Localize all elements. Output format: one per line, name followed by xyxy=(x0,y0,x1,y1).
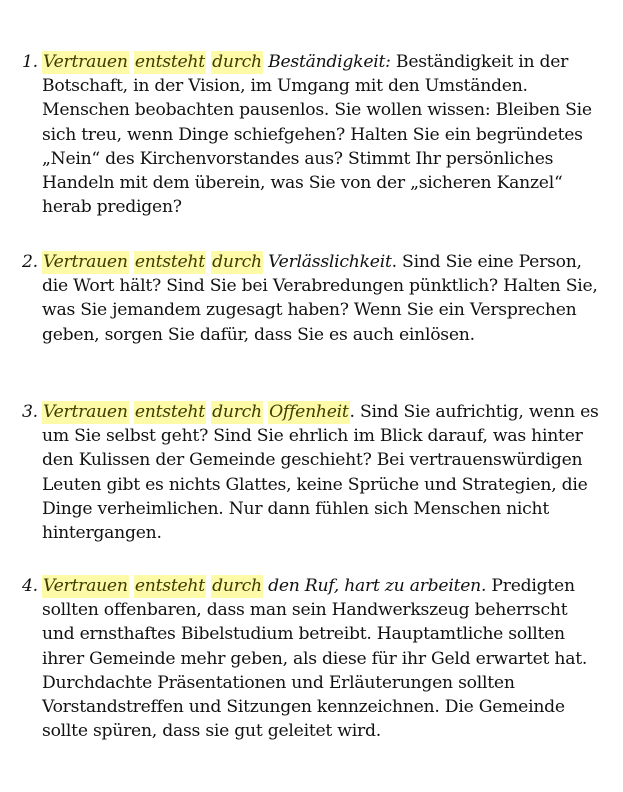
list-item xyxy=(22,574,602,743)
highlighted-word: entsteht xyxy=(134,52,205,72)
item-text: Predigten sollten offenbaren, dass man sein Handwerkszeug beherrscht und ernsthaftes Bibelstudium betreibt. Hauptamtliche sollten ihrer Gemeinde mehr geben, als diese für ihr Geld erwartet hat. Durchdachte Präsentationen und Erläuterungen sollten Vorstandstreffen und Sitzungen kennzeichnen. Die Gemeinde sollte spüren, dass sie gut geleitet wird. xyxy=(42,576,588,742)
highlighted-word: durch xyxy=(212,576,262,596)
highlighted-word: durch xyxy=(212,52,262,72)
item-text: Beständigkeit in der Botschaft, in der Vision, im Umgang mit den Umständen. Menschen beobachten pausenlos. Sie wollen wissen: Bleiben Sie sich treu, wenn Dinge schiefgehen? Halten Sie ein begründetes „Nein“ des Kirchenvorstandes aus? Stimmt Ihr persönliches Handeln mit dem überein, was Sie von der „sicheren Kanzel“ herab predigen? xyxy=(42,52,592,218)
highlighted-word: durch xyxy=(212,402,262,422)
item-lead-suffix: . xyxy=(349,402,355,422)
highlighted-word: entsteht xyxy=(134,576,205,596)
list-item xyxy=(22,400,602,545)
highlighted-word: entsteht xyxy=(134,252,205,272)
item-text: Sind Sie aufrichtig, wenn es um Sie selbst geht? Sind Sie ehrlich im Blick darauf, was hinter den Kulissen der Gemeinde geschieht? Bei vertrauenswürdigen Leuten gibt es nichts Glattes, keine Sprüche und Strategien, die Dinge verheimlichen. Nur dann fühlen sich Menschen nicht hintergangen. xyxy=(42,402,599,544)
item-lead-italic: Verlässlichkeit xyxy=(268,252,392,272)
item-body xyxy=(42,250,602,347)
item-number: 2. xyxy=(22,252,38,272)
item-text: Sind Sie eine Person, die Wort hält? Sind Sie bei Verabredungen pünktlich? Halten Sie, was Sie jemandem zugesagt haben? Wenn Sie ein Versprechen geben, sorgen Sie dafür, dass Sie es auch einlösen. xyxy=(42,252,598,345)
item-body xyxy=(42,50,602,219)
list-item xyxy=(22,250,602,347)
highlighted-word: Vertrauen xyxy=(43,52,128,72)
item-number: 4. xyxy=(22,576,38,596)
highlighted-word: Vertrauen xyxy=(43,576,128,596)
item-lead-italic: Beständigkeit: xyxy=(268,52,391,72)
item-lead-italic: den Ruf, hart zu arbeiten. xyxy=(268,576,487,596)
highlighted-lead-word: Offenheit xyxy=(269,402,349,422)
highlighted-word: Vertrauen xyxy=(43,252,128,272)
highlighted-word: Vertrauen xyxy=(43,402,128,422)
highlighted-word: entsteht xyxy=(134,402,205,422)
item-number: 3. xyxy=(22,402,38,422)
item-number: 1. xyxy=(22,52,38,72)
list-item xyxy=(22,50,602,219)
item-lead-suffix: . xyxy=(391,252,397,272)
item-body xyxy=(42,400,602,545)
item-body xyxy=(42,574,602,743)
highlighted-word: durch xyxy=(212,252,262,272)
